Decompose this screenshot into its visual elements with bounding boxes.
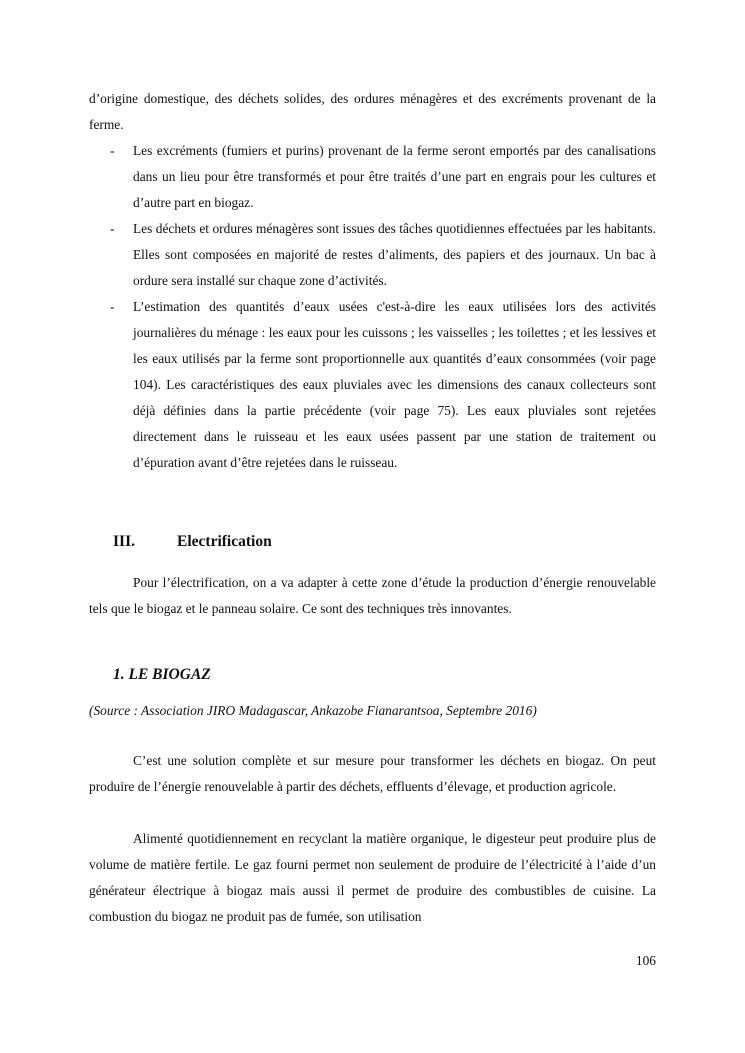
biogaz-paragraph: Alimenté quotidiennement en recyclant la matière organique, le digesteur peut produire plus de volume de matière fertile. Le gaz fourni permet non seulement de produire de l’électricité à l’aide d’un générateur électrique à biogaz mais aussi il permet de produire des combustibles de cuisine. La combustion du biogaz ne produit pas de fumée, son utilisation <box>89 831 656 924</box>
list-item <box>89 216 656 294</box>
list-item <box>89 138 656 216</box>
page-number: 106 <box>635 953 656 968</box>
section-number: III. <box>113 533 135 550</box>
list-dash: - <box>110 221 115 236</box>
intro-paragraph: d’origine domestique, des déchets solides, des ordures ménagères et des excréments provenant de la ferme. <box>89 91 656 132</box>
source-citation: (Source : Association JIRO Madagascar, Ankazobe Fianarantsoa, Septembre 2016) <box>89 703 537 718</box>
list-item-text: Les excréments (fumiers et purins) provenant de la ferme seront emportés par des canalisations dans un lieu pour être transformés et pour être traités d’une part en engrais pour les cultures et d’autre part en biogaz. <box>133 143 656 210</box>
biogaz-paragraph: C’est une solution complète et sur mesure pour transformer les déchets en biogaz. On peut produire de l’énergie renouvelable à partir des déchets, effluents d’élevage, et production agricole. <box>89 753 656 794</box>
list-item <box>89 294 656 502</box>
section-title: Electrification <box>177 533 272 550</box>
subsection-heading: 1. LE BIOGAZ <box>113 666 211 683</box>
section-paragraph: Pour l’électrification, on a va adapter à cette zone d’étude la production d’énergie renouvelable tels que le biogaz et le panneau solaire. Ce sont des techniques très innovantes. <box>89 575 656 616</box>
list-dash: - <box>110 143 115 158</box>
list-dash: - <box>110 299 115 314</box>
list-item-text: Les déchets et ordures ménagères sont issues des tâches quotidiennes effectuées par les habitants. Elles sont composées en majorité de restes d’aliments, des papiers et des journaux. Un bac à ordure sera installé sur chaque zone d’activités. <box>133 221 656 288</box>
list-item-text: L’estimation des quantités d’eaux usées c'est-à-dire les eaux utilisées lors des activités journalières du ménage : les eaux pour les cuissons ; les vaisselles ; les toilettes ; et les lessives et les eaux utilisés par la ferme sont proportionnelle aux quantités d’eaux consommées (voir page 104). Les caractéristiques des eaux pluviales avec les dimensions des canaux collecteurs sont déjà définies dans la partie précédente (voir page 75). Les eaux pluviales sont rejetées directement dans le ruisseau et les eaux usées passent par une station de traitement ou d’épuration avant d’être rejetées dans le ruisseau. <box>133 299 656 470</box>
